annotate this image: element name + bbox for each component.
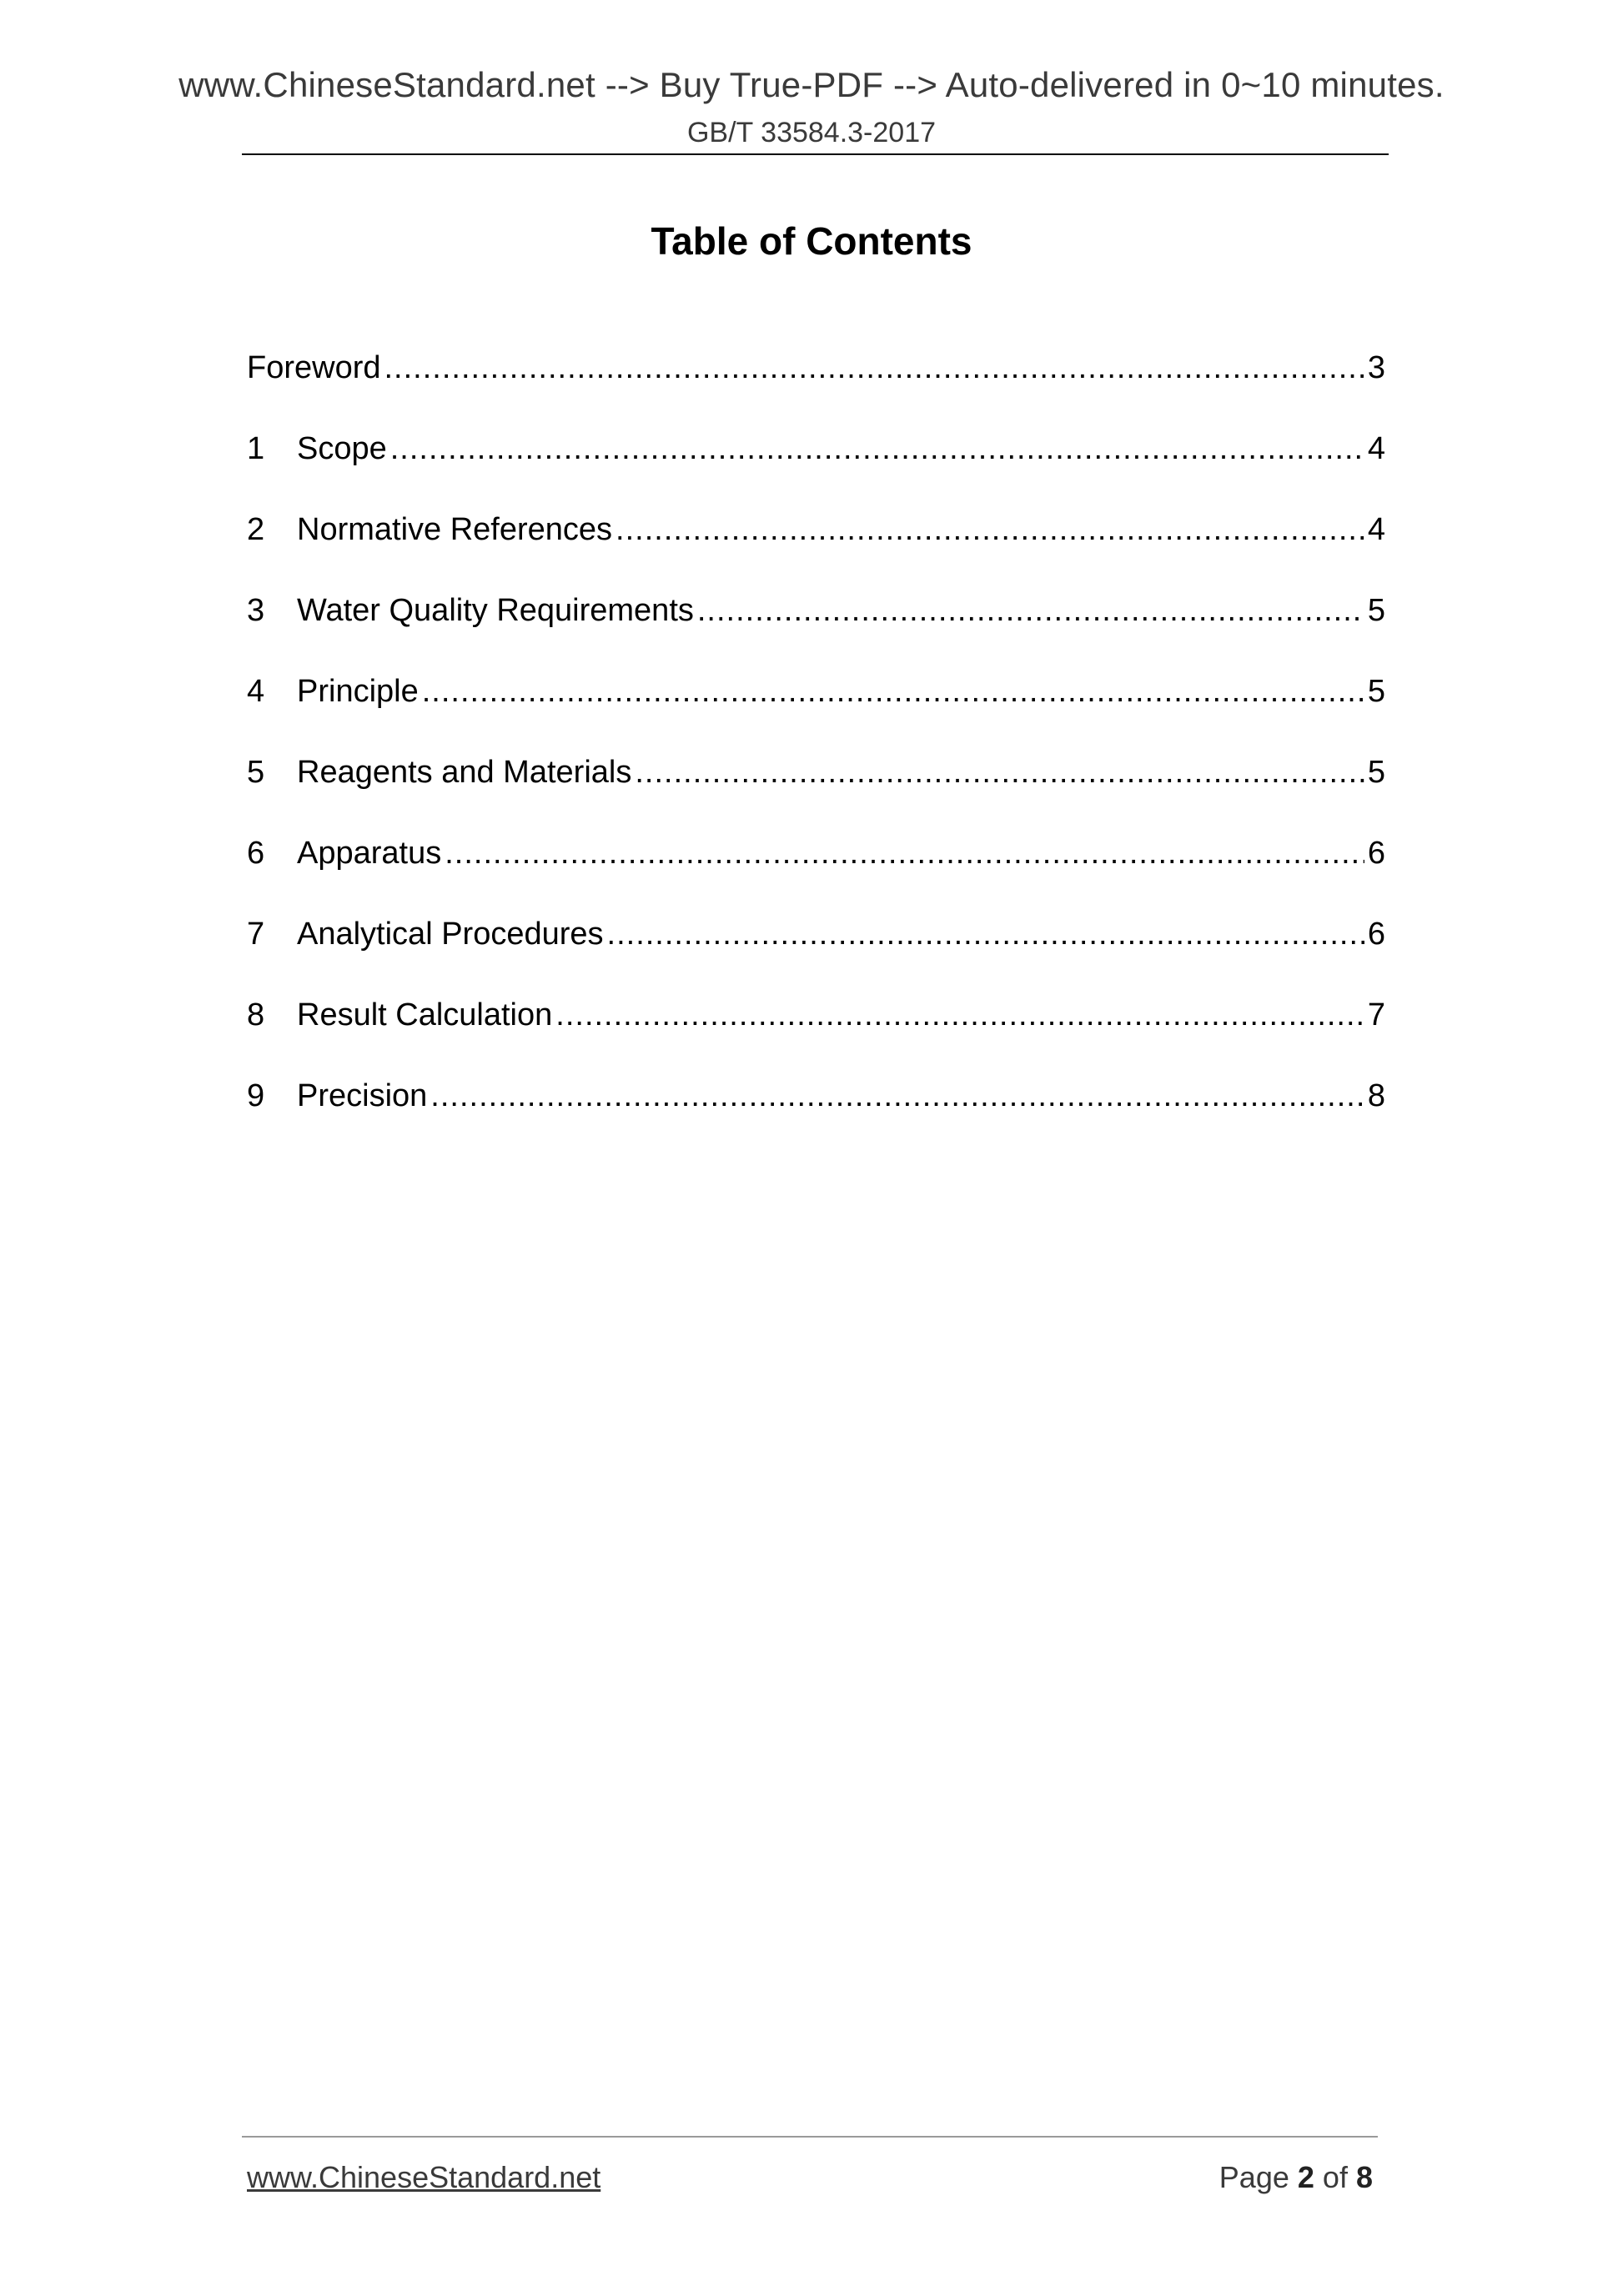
page-title: Table of Contents	[651, 219, 972, 263]
toc-dot-leader	[555, 997, 1364, 1033]
toc-dot-leader	[422, 674, 1364, 710]
toc-entry-scope[interactable]	[247, 431, 1385, 512]
toc-dot-leader	[430, 1078, 1364, 1114]
toc-entry-precision[interactable]	[247, 1078, 1385, 1159]
toc-entry-page: 8	[1367, 1078, 1385, 1113]
toc-dot-leader	[384, 350, 1364, 386]
toc-dot-leader	[607, 917, 1364, 952]
page-indicator	[1219, 2160, 1373, 2195]
toc-dot-leader	[445, 836, 1364, 872]
footer-site-link[interactable]: www.ChineseStandard.net	[247, 2160, 601, 2194]
toc-entry-number: 4	[247, 674, 265, 709]
toc-entry-result-calculation[interactable]	[247, 997, 1385, 1078]
toc-entry-number: 5	[247, 755, 265, 790]
toc-dot-leader	[616, 512, 1364, 548]
toc-entry-normative-references[interactable]	[247, 512, 1385, 593]
toc-entry-foreword[interactable]	[247, 350, 1385, 431]
toc-entry-page: 3	[1367, 350, 1385, 385]
footer-divider	[242, 2136, 1378, 2138]
toc-entry-label: Scope	[297, 431, 387, 466]
table-of-contents	[247, 350, 1385, 1159]
toc-entry-principle[interactable]	[247, 674, 1385, 755]
toc-entry-number: 9	[247, 1078, 265, 1113]
toc-entry-label: Apparatus	[297, 836, 442, 871]
toc-entry-label: Principle	[297, 674, 419, 709]
total-pages-number: 8	[1355, 2160, 1373, 2194]
toc-entry-page: 6	[1367, 836, 1385, 871]
toc-entry-analytical-procedures[interactable]	[247, 917, 1385, 997]
toc-entry-number: 8	[247, 997, 265, 1032]
toc-entry-page: 4	[1367, 512, 1385, 547]
toc-entry-page: 7	[1367, 997, 1385, 1032]
toc-entry-page: 5	[1367, 593, 1385, 628]
toc-dot-leader	[697, 593, 1364, 629]
toc-entry-label: Analytical Procedures	[297, 917, 604, 952]
page-separator: of	[1322, 2160, 1348, 2194]
toc-entry-label: Foreword	[247, 350, 381, 385]
toc-entry-number: 1	[247, 431, 265, 466]
toc-entry-reagents-and-materials[interactable]	[247, 755, 1385, 836]
toc-dot-leader	[635, 755, 1364, 791]
toc-dot-leader	[390, 431, 1364, 467]
toc-entry-label: Water Quality Requirements	[297, 593, 694, 628]
current-page-number: 2	[1297, 2160, 1314, 2194]
toc-entry-page: 4	[1367, 431, 1385, 466]
toc-entry-number: 7	[247, 917, 265, 952]
toc-entry-apparatus[interactable]	[247, 836, 1385, 917]
toc-entry-number: 6	[247, 836, 265, 871]
toc-entry-number: 3	[247, 593, 265, 628]
header-divider	[242, 153, 1389, 155]
toc-entry-label: Normative References	[297, 512, 613, 547]
toc-entry-page: 5	[1367, 755, 1385, 790]
page-prefix: Page	[1219, 2160, 1289, 2194]
toc-entry-page: 6	[1367, 917, 1385, 952]
toc-entry-number: 2	[247, 512, 265, 547]
toc-entry-water-quality-requirements[interactable]	[247, 593, 1385, 674]
toc-entry-label: Reagents and Materials	[297, 755, 632, 790]
toc-entry-label: Result Calculation	[297, 997, 553, 1032]
toc-entry-page: 5	[1367, 674, 1385, 709]
standard-code: GB/T 33584.3-2017	[686, 117, 937, 148]
header-banner: www.ChineseStandard.net --> Buy True-PDF --> Auto-delivered in 0~10 minutes.	[178, 65, 1445, 104]
toc-entry-label: Precision	[297, 1078, 428, 1113]
